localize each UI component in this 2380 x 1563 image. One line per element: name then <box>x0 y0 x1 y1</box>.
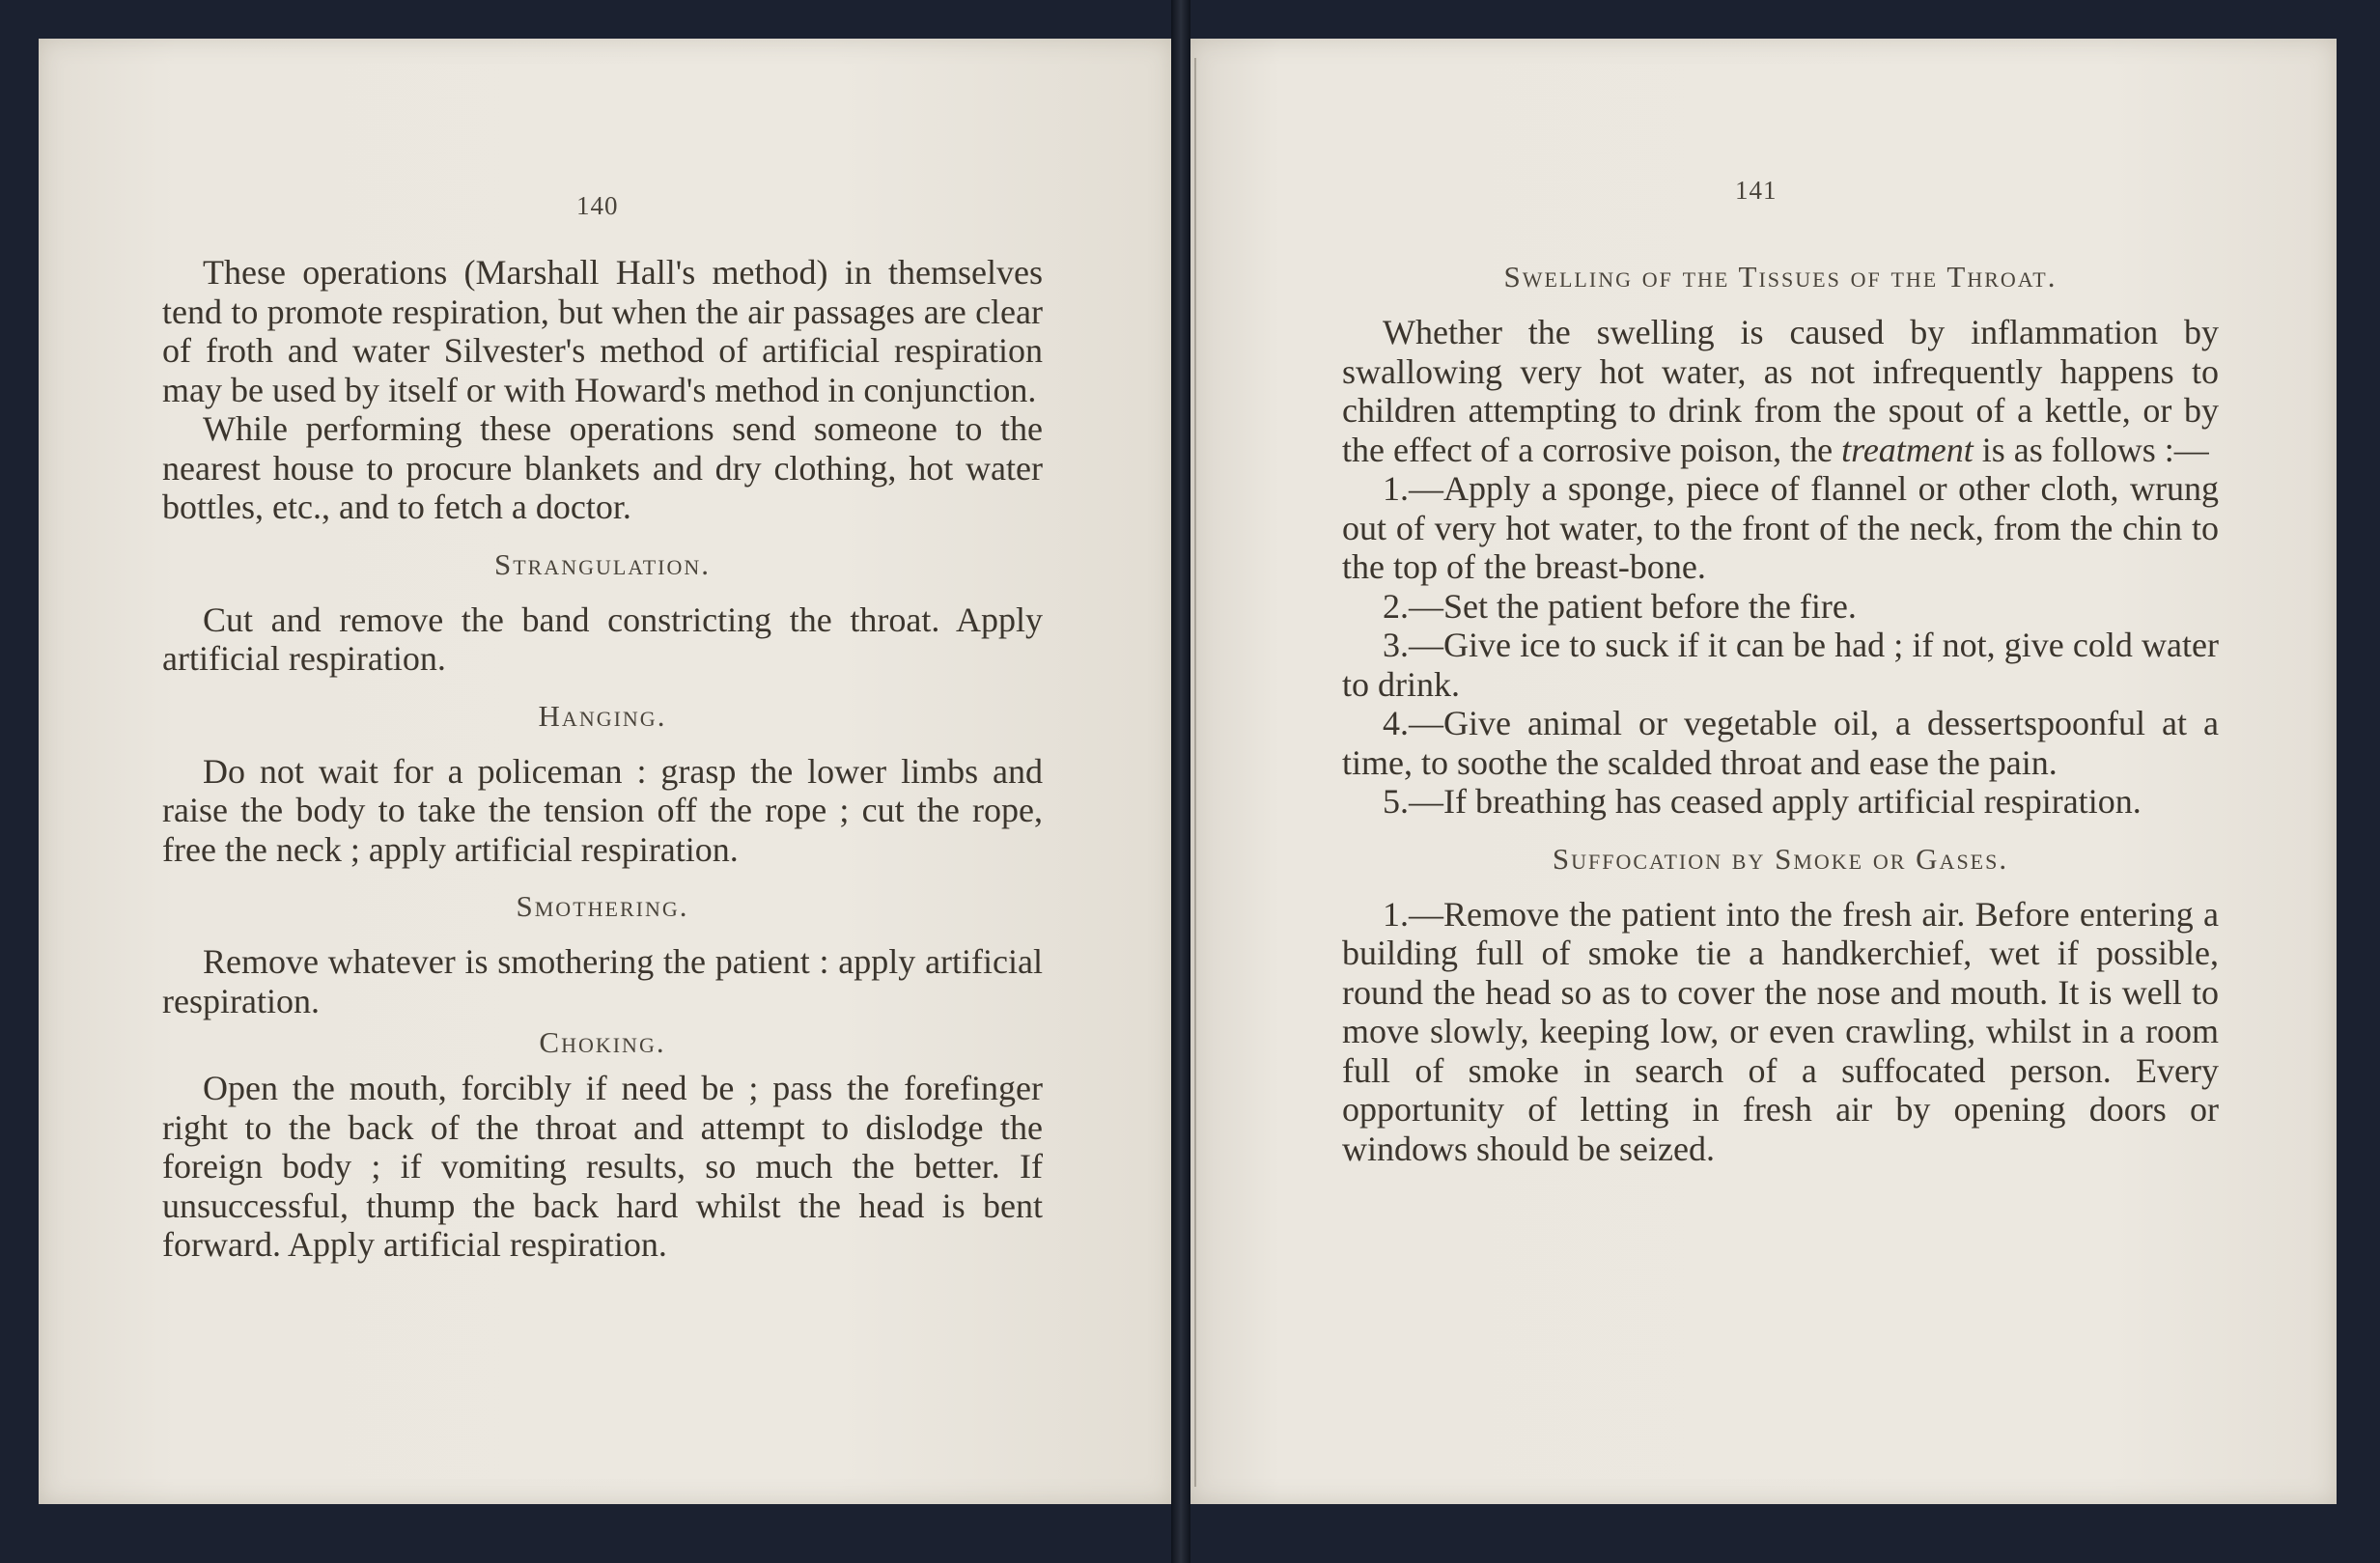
paragraph: These operations (Marshall Hall's method) in themselves tend to promote respiration, but when the air passages are clear of froth and water Silvester's method of artificial respiration may be used by itself or with Howard's method in conjunction. <box>162 253 1043 409</box>
section-heading: Suffocation by Smoke or Gases. <box>1552 841 2009 876</box>
section-heading: Smothering. <box>516 889 689 923</box>
section-heading: Swelling of the Tissues of the Throat. <box>1503 260 2058 293</box>
list-item: 4.—Give animal or vegetable oil, a dessertspoonful at a time, to soothe the scalded throat and ease the pain. <box>1342 704 2219 782</box>
text-run: Whether the swelling is caused by inflammation by swallowing very hot water, as not infrequently happens to children attempting to drink from the spout of a kettle, or by the effect of a corrosive poison, the <box>1342 313 2219 469</box>
emphasis-text: treatment <box>1841 430 1974 469</box>
book-gutter <box>1171 0 1190 1563</box>
paragraph <box>1342 313 2219 469</box>
paragraph: While performing these operations send someone to the nearest house to procure blankets and dry clothing, hot water bottles, etc., and to fetch a doctor. <box>162 409 1043 526</box>
page-number-right: 141 <box>1735 176 1778 205</box>
paragraph: Remove whatever is smothering the patient : apply artificial respiration. <box>162 942 1043 1020</box>
list-item: 1.—Apply a sponge, piece of flannel or other cloth, wrung out of very hot water, to the front of the neck, from the chin to the top of the breast-bone. <box>1342 469 2219 586</box>
page-number-left: 140 <box>576 191 619 220</box>
paragraph: Do not wait for a policeman : grasp the lower limbs and raise the body to take the tension off the rope ; cut the rope, free the neck ; apply artificial respiration. <box>162 751 1043 869</box>
section-heading: Choking. <box>539 1025 666 1059</box>
spine-shadow <box>1194 58 1196 1487</box>
text-run: is as follows :— <box>1973 430 2209 469</box>
left-page-text <box>162 253 1043 1265</box>
right-page-text <box>1342 259 2219 1168</box>
list-item: 5.—If breathing has ceased apply artificial respiration. <box>1383 782 2142 821</box>
section-heading: Hanging. <box>538 698 667 733</box>
paragraph: Cut and remove the band constricting the throat. Apply artificial respiration. <box>162 600 1043 678</box>
list-item: 3.—Give ice to suck if it can be had ; if not, give cold water to drink. <box>1342 626 2219 704</box>
list-item: 1.—Remove the patient into the fresh air. Before entering a building full of smoke tie a handkerchief, wet if possible, round the head so as to cover the nose and mouth. It is well to move slowly, keeping low, or even crawling, whilst in a room full of smoke in search of a suffocated person. Every opportunity of letting in fresh air by opening doors or windows should be seized. <box>1342 894 2219 1168</box>
list-item: 2.—Set the patient before the fire. <box>1383 586 1857 626</box>
section-heading: Strangulation. <box>493 546 712 581</box>
paragraph: Open the mouth, forcibly if need be ; pass the forefinger right to the back of the throat and attempt to dislodge the foreign body ; if vomiting results, so much the better. If unsuccessful, thump the back hard whilst the head is bent forward. Apply artificial respiration. <box>162 1069 1043 1264</box>
